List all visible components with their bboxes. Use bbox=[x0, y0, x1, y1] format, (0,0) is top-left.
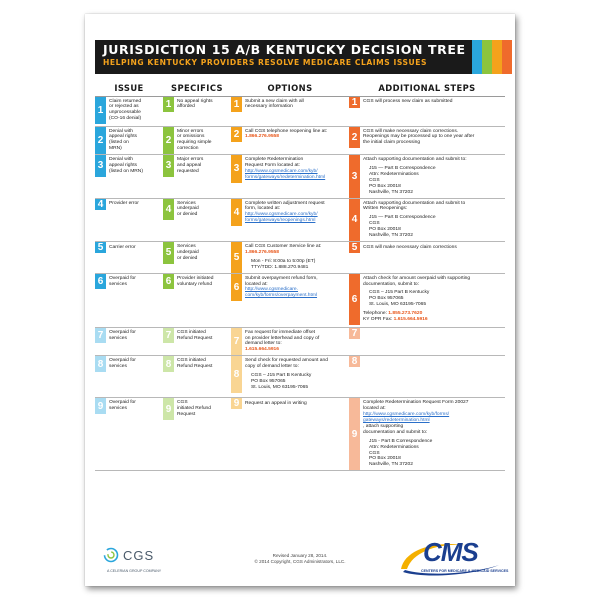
options-cell-inner bbox=[231, 356, 349, 393]
options-cell bbox=[231, 356, 349, 398]
specifics-line: Minor errors bbox=[177, 128, 204, 134]
additional-line: Attach supporting documentation and submit to bbox=[363, 200, 466, 206]
options-cell bbox=[231, 155, 349, 198]
page-subtitle: HELPING KENTUCKY PROVIDERS RESOLVE MEDICARE CLAIMS ISSUES bbox=[103, 58, 428, 67]
options-cell-inner bbox=[231, 242, 349, 273]
fax-line bbox=[363, 317, 502, 323]
options-cell bbox=[231, 198, 349, 241]
specifics-line: CGS initiated bbox=[177, 329, 206, 335]
specifics-cell bbox=[163, 327, 231, 356]
revised-date: Revised January 28, 2014. bbox=[272, 553, 328, 558]
row-number: 3 bbox=[231, 155, 242, 183]
additional-cell-inner bbox=[349, 199, 505, 241]
options-line: Fax request for immediate offset bbox=[245, 329, 316, 335]
additional-cell-text bbox=[360, 328, 505, 339]
specifics-cell bbox=[163, 126, 231, 155]
additional-cell-inner bbox=[349, 328, 505, 339]
options-cell-inner bbox=[231, 398, 349, 409]
specifics-cell bbox=[163, 356, 231, 398]
additional-address: CGS – J15 Part B Kentucky bbox=[369, 290, 430, 296]
specifics-cell-inner bbox=[163, 199, 231, 221]
header-row bbox=[95, 80, 505, 96]
row-number: 5 bbox=[95, 242, 106, 253]
issue-cell bbox=[95, 273, 163, 327]
specifics-cell bbox=[163, 242, 231, 274]
specifics-cell-text bbox=[174, 97, 231, 113]
issue-cell bbox=[95, 242, 163, 274]
options-cell-text bbox=[242, 274, 349, 302]
options-cell-text bbox=[242, 127, 349, 143]
row-number: 2 bbox=[163, 127, 174, 155]
specifics-cell-inner bbox=[163, 242, 231, 264]
specifics-cell-inner bbox=[163, 97, 231, 113]
issue-line: (CO-16 denial) bbox=[109, 116, 142, 122]
options-cell-inner bbox=[231, 127, 349, 143]
additional-address: St. Louis, MO 63195-7065 bbox=[369, 302, 427, 308]
specifics-line: underpaid bbox=[177, 206, 199, 212]
issue-cell-text bbox=[106, 242, 163, 253]
additional-address: PO Box 20018 bbox=[369, 183, 401, 189]
row-number: 8 bbox=[95, 356, 106, 372]
issue-cell-text bbox=[106, 127, 163, 155]
options-cell bbox=[231, 126, 349, 155]
issue-line: appeal rights bbox=[109, 134, 138, 140]
specifics-line: Refund Request bbox=[177, 364, 213, 370]
options-hours: TTY/TDD: 1.888.270.9481 bbox=[251, 264, 309, 270]
specifics-line: Services bbox=[177, 244, 196, 249]
options-link: http://www.cgsmedicare.com/kyb/ bbox=[245, 168, 318, 174]
issue-line: services bbox=[109, 406, 127, 412]
row-number: 7 bbox=[231, 328, 242, 356]
issue-cell bbox=[95, 356, 163, 398]
issue-cell-inner bbox=[95, 242, 163, 253]
issue-line: (listed on bbox=[109, 140, 129, 146]
additional-line: CGS will process new claim as submitted bbox=[363, 99, 453, 105]
issue-cell bbox=[95, 96, 163, 126]
additional-line: located at: bbox=[363, 406, 386, 412]
issue-cell-inner bbox=[95, 398, 163, 414]
options-cell-text bbox=[242, 398, 349, 409]
additional-cell-inner bbox=[349, 356, 505, 367]
specifics-cell-text bbox=[174, 199, 231, 221]
options-cell bbox=[231, 327, 349, 356]
specifics-cell-text bbox=[174, 398, 231, 420]
row-number: 5 bbox=[349, 242, 360, 253]
issue-line: MRN) bbox=[109, 146, 122, 152]
specifics-line: or denied bbox=[177, 255, 198, 261]
issue-line: Overpaid for bbox=[109, 400, 136, 406]
issue-cell-inner bbox=[95, 127, 163, 155]
additional-line: CGS will make necessary claim corrections bbox=[363, 244, 457, 250]
header-specifics: SPECIFICS bbox=[163, 80, 231, 96]
specifics-line: Services bbox=[177, 200, 196, 206]
table-row bbox=[95, 327, 505, 356]
row-number: 6 bbox=[231, 274, 242, 302]
options-cell-text bbox=[242, 242, 349, 273]
options-line: Submit overpayment refund form, bbox=[245, 275, 318, 281]
cms-logo bbox=[395, 537, 509, 579]
banner-swatch bbox=[482, 40, 492, 74]
issue-cell bbox=[95, 126, 163, 155]
additional-address: PO Box 957065 bbox=[369, 296, 404, 302]
banner-swatch bbox=[492, 40, 502, 74]
copyright: © 2014 Copyright, CGS Administrators, LLC. bbox=[254, 559, 346, 565]
cgs-swirl-icon bbox=[103, 547, 119, 563]
row-number: 9 bbox=[163, 398, 174, 420]
title-banner bbox=[95, 40, 505, 74]
decision-tree-sheet bbox=[85, 14, 515, 586]
cgs-logo bbox=[103, 547, 154, 563]
issue-line: appeal rights bbox=[109, 163, 138, 169]
additional-address: J15 — Part B Correspondence bbox=[369, 215, 436, 221]
row-number: 6 bbox=[349, 274, 360, 325]
specifics-cell-text bbox=[174, 127, 231, 155]
issue-line: Denial with bbox=[109, 157, 133, 163]
specifics-line: underpaid bbox=[177, 249, 199, 255]
specifics-line: or omissions bbox=[177, 134, 205, 140]
additional-cell bbox=[349, 327, 505, 356]
options-link: com/kyb/forms/overpayment.html bbox=[245, 293, 318, 299]
options-line: Complete Redetermination bbox=[245, 157, 304, 163]
additional-line: Reopenings may be processed up to one year after bbox=[363, 134, 475, 140]
options-cell-inner bbox=[231, 328, 349, 356]
additional-cell bbox=[349, 273, 505, 327]
options-cell bbox=[231, 273, 349, 327]
additional-line: the initial claim processing bbox=[363, 140, 421, 146]
row-number: 1 bbox=[349, 97, 360, 108]
specifics-line: afforded bbox=[177, 104, 195, 110]
options-phone: 1.866.276.9558 bbox=[245, 249, 279, 255]
additional-cell-text bbox=[360, 199, 505, 241]
issue-cell-text bbox=[106, 155, 163, 177]
specifics-cell-text bbox=[174, 242, 231, 264]
specifics-cell bbox=[163, 96, 231, 126]
additional-address: CGS bbox=[369, 450, 380, 456]
issue-line: Carrier error bbox=[109, 244, 136, 250]
row-number: 3 bbox=[349, 155, 360, 197]
issue-line: Overpaid for bbox=[109, 275, 136, 281]
options-line: Call CGS telephone reopening line at: bbox=[245, 128, 328, 134]
specifics-line: requested bbox=[177, 168, 199, 174]
additional-cell-text bbox=[360, 242, 505, 253]
cgs-tagline: A CELERIAN GROUP COMPANY bbox=[107, 569, 162, 573]
additional-line: Complete Redetermination Request Form 20027 bbox=[363, 400, 469, 406]
additional-address: Nashville, TN 37202 bbox=[369, 233, 413, 239]
row-number: 1 bbox=[231, 97, 242, 113]
options-line: Send check for requested amount and bbox=[245, 358, 328, 364]
options-cell bbox=[231, 96, 349, 126]
issue-line: Claim returned bbox=[109, 98, 142, 104]
row-number: 4 bbox=[95, 199, 106, 210]
additional-cell-inner bbox=[349, 97, 505, 108]
options-cell-text bbox=[242, 97, 349, 113]
options-cell-text bbox=[242, 199, 349, 227]
additional-address: J15 - Part B Correspondence bbox=[369, 438, 433, 444]
additional-address: J15 — Part B Correspondence bbox=[369, 166, 436, 172]
specifics-line: initiated Refund bbox=[177, 406, 211, 412]
row-number: 7 bbox=[163, 328, 174, 344]
table-body bbox=[95, 96, 505, 471]
additional-link-after: , attach supporting bbox=[363, 423, 404, 429]
telephone-number: 1.855.273.7620 bbox=[388, 311, 423, 317]
issue-cell-text bbox=[106, 199, 163, 210]
specifics-line: or denied bbox=[177, 212, 198, 218]
options-cell-inner bbox=[231, 199, 349, 227]
issue-cell bbox=[95, 327, 163, 356]
specifics-line: and appeal bbox=[177, 163, 202, 169]
fax-number: 1.615.664.5916 bbox=[393, 317, 428, 323]
table-row bbox=[95, 398, 505, 471]
row-number: 8 bbox=[349, 356, 360, 367]
row-number: 2 bbox=[349, 127, 360, 149]
additional-cell-inner bbox=[349, 155, 505, 197]
fax-label: KY OPR Fax: bbox=[363, 317, 393, 323]
issue-line: or rejected as bbox=[109, 104, 139, 110]
row-number: 2 bbox=[95, 127, 106, 155]
options-cell-inner bbox=[231, 155, 349, 183]
issue-cell-text bbox=[106, 328, 163, 344]
additional-address: Attn: Redeterminations bbox=[369, 171, 419, 177]
options-link: forms/gateways/redetermination.html bbox=[245, 174, 326, 180]
additional-address: Attn: Redeterminations bbox=[369, 444, 419, 450]
decision-table bbox=[95, 80, 505, 471]
footer bbox=[95, 537, 509, 579]
specifics-cell-inner bbox=[163, 155, 231, 177]
options-line: copy of demand letter to: bbox=[245, 364, 299, 370]
options-link: http://www.cgsmedicare.com/kyb/ bbox=[245, 212, 318, 218]
header-additional-steps: ADDITIONAL STEPS bbox=[349, 80, 505, 96]
table-row bbox=[95, 198, 505, 241]
color-swatches bbox=[472, 40, 512, 74]
additional-cell-text bbox=[360, 97, 505, 108]
specifics-cell-text bbox=[174, 356, 231, 372]
specifics-cell-inner bbox=[163, 398, 231, 420]
options-cell-text bbox=[242, 328, 349, 356]
specifics-line: Provider initiated bbox=[177, 275, 214, 281]
options-link: http://www.cgsmedicare. bbox=[245, 287, 299, 293]
options-phone: 1.615.664.5916 bbox=[245, 347, 279, 353]
header-options: OPTIONS bbox=[231, 80, 349, 96]
header-issue: ISSUE bbox=[95, 80, 163, 96]
additional-address: PO Box 20018 bbox=[369, 456, 401, 462]
specifics-cell-inner bbox=[163, 356, 231, 372]
row-number: 3 bbox=[163, 155, 174, 177]
issue-cell-inner bbox=[95, 199, 163, 210]
specifics-cell bbox=[163, 198, 231, 241]
specifics-line: voluntary refund bbox=[177, 281, 213, 287]
additional-cell bbox=[349, 356, 505, 398]
specifics-line: Refund Request bbox=[177, 335, 213, 341]
options-line: Submit a new claim with all bbox=[245, 98, 304, 104]
specifics-cell-text bbox=[174, 328, 231, 344]
specifics-line: Major errors bbox=[177, 157, 204, 163]
additional-cell-text bbox=[360, 398, 505, 470]
specifics-line: CGS bbox=[177, 400, 188, 406]
additional-link: http://www.cgsmedicare.com/kyb/forms/ bbox=[363, 412, 450, 418]
table-row bbox=[95, 126, 505, 155]
specifics-cell-text bbox=[174, 274, 231, 290]
options-cell-text bbox=[242, 356, 349, 393]
row-number: 8 bbox=[231, 356, 242, 393]
issue-cell-text bbox=[106, 97, 163, 125]
specifics-cell-inner bbox=[163, 127, 231, 155]
row-number: 9 bbox=[349, 398, 360, 470]
row-number: 4 bbox=[231, 199, 242, 227]
options-cell-inner bbox=[231, 274, 349, 302]
issue-line: services bbox=[109, 281, 127, 287]
specifics-cell-inner bbox=[163, 328, 231, 344]
specifics-line: No appeal rights bbox=[177, 98, 213, 104]
telephone-label: Telephone: bbox=[363, 311, 387, 317]
options-cell bbox=[231, 242, 349, 274]
row-number: 1 bbox=[95, 97, 106, 125]
cgs-name: CGS bbox=[123, 547, 155, 563]
additional-address: Nashville, TN 37202 bbox=[369, 462, 413, 468]
issue-cell-inner bbox=[95, 356, 163, 372]
page-title: JURISDICTION 15 A/B KENTUCKY DECISION TREE bbox=[103, 42, 466, 57]
row-number: 9 bbox=[231, 398, 242, 409]
additional-address: PO Box 20018 bbox=[369, 227, 401, 233]
additional-address: Nashville, TN 37202 bbox=[369, 189, 413, 195]
cms-name: CMS bbox=[423, 537, 478, 567]
banner-swatch bbox=[502, 40, 512, 74]
additional-after: documentation and submit to: bbox=[363, 429, 428, 435]
issue-cell bbox=[95, 198, 163, 241]
additional-cell-inner bbox=[349, 398, 505, 470]
issue-cell-inner bbox=[95, 155, 163, 177]
specifics-cell bbox=[163, 398, 231, 471]
additional-line: Attach supporting documentation and submit to: bbox=[363, 157, 467, 163]
specifics-line: requiring simple bbox=[177, 140, 212, 146]
options-line: demand letter to: bbox=[245, 341, 282, 347]
additional-cell-text bbox=[360, 155, 505, 197]
row-number: 9 bbox=[95, 398, 106, 414]
row-number: 8 bbox=[163, 356, 174, 372]
additional-cell-text bbox=[360, 356, 505, 367]
row-number: 5 bbox=[163, 242, 174, 264]
additional-cell bbox=[349, 155, 505, 198]
additional-address: CGS bbox=[369, 221, 380, 227]
table-row bbox=[95, 96, 505, 126]
issue-line: Provider error bbox=[109, 201, 139, 207]
issue-cell-text bbox=[106, 398, 163, 414]
row-number: 1 bbox=[163, 97, 174, 113]
specifics-cell bbox=[163, 155, 231, 198]
specifics-line: correction bbox=[177, 146, 199, 152]
issue-cell bbox=[95, 398, 163, 471]
additional-cell bbox=[349, 126, 505, 155]
issue-line: (listed on MRN) bbox=[109, 168, 143, 174]
specifics-cell-text bbox=[174, 155, 231, 177]
specifics-line: CGS initiated bbox=[177, 358, 206, 364]
issue-cell-inner bbox=[95, 328, 163, 344]
additional-cell bbox=[349, 96, 505, 126]
footer-meta bbox=[235, 553, 365, 566]
issue-line: Overpaid for bbox=[109, 358, 136, 364]
issue-line: services bbox=[109, 364, 127, 370]
options-hours: Mon - Fri: 8:00a to 5:00p (ET) bbox=[251, 258, 316, 264]
options-cell-inner bbox=[231, 97, 349, 113]
options-cell-text bbox=[242, 155, 349, 183]
row-number: 2 bbox=[231, 127, 242, 143]
options-address: St. Louis, MO 63195-7065 bbox=[251, 384, 309, 390]
issue-cell-text bbox=[106, 356, 163, 372]
issue-cell-inner bbox=[95, 97, 163, 125]
issue-cell-text bbox=[106, 274, 163, 290]
row-number: 4 bbox=[349, 199, 360, 241]
row-number: 6 bbox=[163, 274, 174, 290]
additional-cell-inner bbox=[349, 274, 505, 325]
specifics-line: Request bbox=[177, 412, 196, 418]
additional-address: CGS bbox=[369, 177, 380, 183]
row-number: 3 bbox=[95, 155, 106, 177]
options-line: Complete written adjustment request bbox=[245, 200, 325, 206]
options-cell bbox=[231, 398, 349, 471]
specifics-cell-inner bbox=[163, 274, 231, 290]
options-phone: 1.866.276.9558 bbox=[245, 134, 279, 140]
additional-cell-text bbox=[360, 127, 505, 149]
specifics-cell bbox=[163, 273, 231, 327]
additional-cell bbox=[349, 198, 505, 241]
additional-line: Attach check for amount overpaid with supporting bbox=[363, 275, 471, 281]
additional-cell-inner bbox=[349, 242, 505, 253]
options-address: PO Box 957065 bbox=[251, 378, 286, 384]
banner-text bbox=[95, 40, 472, 74]
row-number: 7 bbox=[349, 328, 360, 339]
cms-tagline: CENTERS FOR MEDICARE & MEDICAID SERVICES bbox=[421, 569, 509, 573]
options-line: necessary information bbox=[245, 104, 293, 110]
issue-cell bbox=[95, 155, 163, 198]
options-line: on provider letterhead and copy of bbox=[245, 335, 320, 341]
issue-line: services bbox=[109, 335, 127, 341]
table-row bbox=[95, 155, 505, 198]
row-number: 5 bbox=[231, 242, 242, 273]
table-row bbox=[95, 242, 505, 274]
banner-swatch bbox=[472, 40, 482, 74]
additional-cell-text bbox=[360, 274, 505, 325]
options-line: Request an appeal in writing bbox=[245, 400, 307, 406]
row-number: 4 bbox=[163, 199, 174, 221]
additional-cell bbox=[349, 242, 505, 274]
options-link: forms/gateways/reopenings.html bbox=[245, 218, 316, 224]
issue-cell-inner bbox=[95, 274, 163, 290]
additional-line: documentation, submit to: bbox=[363, 281, 420, 287]
options-line: form, located at: bbox=[245, 206, 281, 212]
additional-line: Written Reopenings: bbox=[363, 206, 408, 212]
options-address: CGS – J15 Part B Kentucky bbox=[251, 373, 312, 379]
additional-cell-inner bbox=[349, 127, 505, 149]
row-number: 7 bbox=[95, 328, 106, 344]
row-number: 6 bbox=[95, 274, 106, 290]
options-line: located at: bbox=[245, 281, 268, 287]
issue-line: unprocessable bbox=[109, 110, 141, 116]
table-row bbox=[95, 273, 505, 327]
additional-link: gateways/redetermination.html bbox=[363, 417, 430, 423]
issue-line: Overpaid for bbox=[109, 329, 136, 335]
options-line: Request Form located at: bbox=[245, 163, 300, 169]
options-line: Call CGS Customer Service line at: bbox=[245, 244, 322, 249]
additional-cell bbox=[349, 398, 505, 471]
issue-line: Denial with bbox=[109, 128, 133, 134]
additional-line: CGS will make necessary claim corrections. bbox=[363, 128, 459, 134]
table-row bbox=[95, 356, 505, 398]
